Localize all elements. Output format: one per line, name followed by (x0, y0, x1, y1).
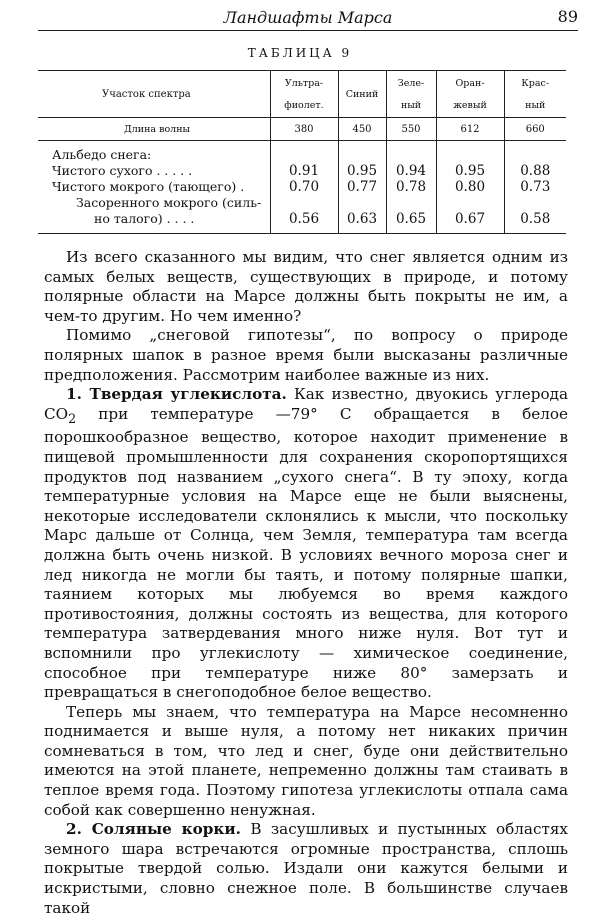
table-header-row (38, 71, 566, 118)
table-cell: 612 (436, 118, 504, 141)
column-header: Синий (338, 71, 386, 118)
column-header: Крас- ный (504, 71, 566, 118)
table-cell: 0.95 0.77 0.63 (338, 141, 386, 234)
table-cell: 380 (270, 118, 338, 141)
wavelength-row (38, 118, 566, 141)
table-cell: 0.94 0.78 0.65 (386, 141, 436, 234)
column-header: Участок спектра (38, 71, 270, 118)
section-heading: 1. Твердая углекислота. (66, 385, 287, 404)
table-cell: 0.95 0.80 0.67 (436, 141, 504, 234)
albedo-rows (38, 141, 566, 234)
table-caption: ТАБЛИЦА 9 (247, 46, 353, 60)
row-label: Засоренного мокрого (силь- (76, 195, 262, 210)
column-header: Оран- жевый (436, 71, 504, 118)
paragraph: Теперь мы знаем, что температура на Марсе несомненно поднимается и выше нуля, а потому нет никаких причин сомневаться в том, что лед и снег, буде они действительно имеются на этой планете, непременно должны там стаивать в теплое время года. Поэтому гипотеза углекислоты отпала сама собой как совершенно ненужная. (44, 702, 568, 819)
table-cell: 0.88 0.73 0.58 (504, 141, 566, 234)
page-header (38, 2, 578, 31)
row-label: Чистого сухого . . . . . (52, 163, 193, 178)
paragraph: Из всего сказанного мы видим, что снег является одним из самых белых веществ, существующих в природе, и потому полярные области на Марсе должны быть покрыты не им, а чем-то другим. Но чем именно? (44, 248, 568, 325)
table-cell: 660 (504, 118, 566, 141)
albedo-labels (38, 141, 270, 234)
running-title: Ландшафты Марса (223, 8, 393, 27)
table-cell: 0.91 0.70 0.56 (270, 141, 338, 234)
row-label: но талого) . . . . (94, 211, 195, 226)
table-cell: 450 (338, 118, 386, 141)
wavelength-label: Длина волны (38, 118, 270, 141)
table-cell: 550 (386, 118, 436, 141)
column-header: Ультра- фиолет. (270, 71, 338, 118)
paragraph: Помимо „снеговой гипотезы“, по вопросу о природе полярных шапок в разное время были высказаны различные предположения. Рассмотрим наиболее важные из них. (44, 326, 568, 384)
body-text (44, 248, 568, 918)
page-number: 89 (557, 7, 578, 26)
section-heading: 2. Соляные корки. (66, 820, 241, 839)
albedo-table (38, 70, 566, 234)
albedo-heading: Альбедо снега: (52, 147, 152, 162)
column-header: Зеле- ный (386, 71, 436, 118)
paragraph: 1. Твердая углекислота. Как известно, двуокись углерода $CO_2$ при температуре —79° С обращается в белое порошкообразное вещество, которое находит применение в пищевой промышленности для сохранения скоропортящихся продуктов под названием „сухого снега“. В ту эпоху, когда температурные условия на Марсе еще не были выяснены, некоторые исследователи склонялись к мысли, что поскольку Марс дальше от Солнца, чем Земля, температура там всегда должна быть очень низкой. В условиях вечного мороза снег и лед никогда не могли бы таять, и потому полярные шапки, таянием которых мы любуемся во время каждого противостояния, должны состоять из вещества, для которого температура затвердевания много ниже нуля. Вот тут и вспомнили про углекислоту — химическое соединение, способное при температуре ниже 80° замерзать и превращаться в снегоподобное белое вещество. (44, 385, 568, 702)
paragraph: 2. Соляные корки. В засушливых и пустынных областях земного шара встречаются огромные пространства, сплошь покрытые твердой солью. Издали они кажутся белыми и искристыми, словно снежное поле. В большинстве случаев такой (44, 820, 568, 917)
row-label: Чистого мокрого (тающего) . (52, 179, 245, 194)
